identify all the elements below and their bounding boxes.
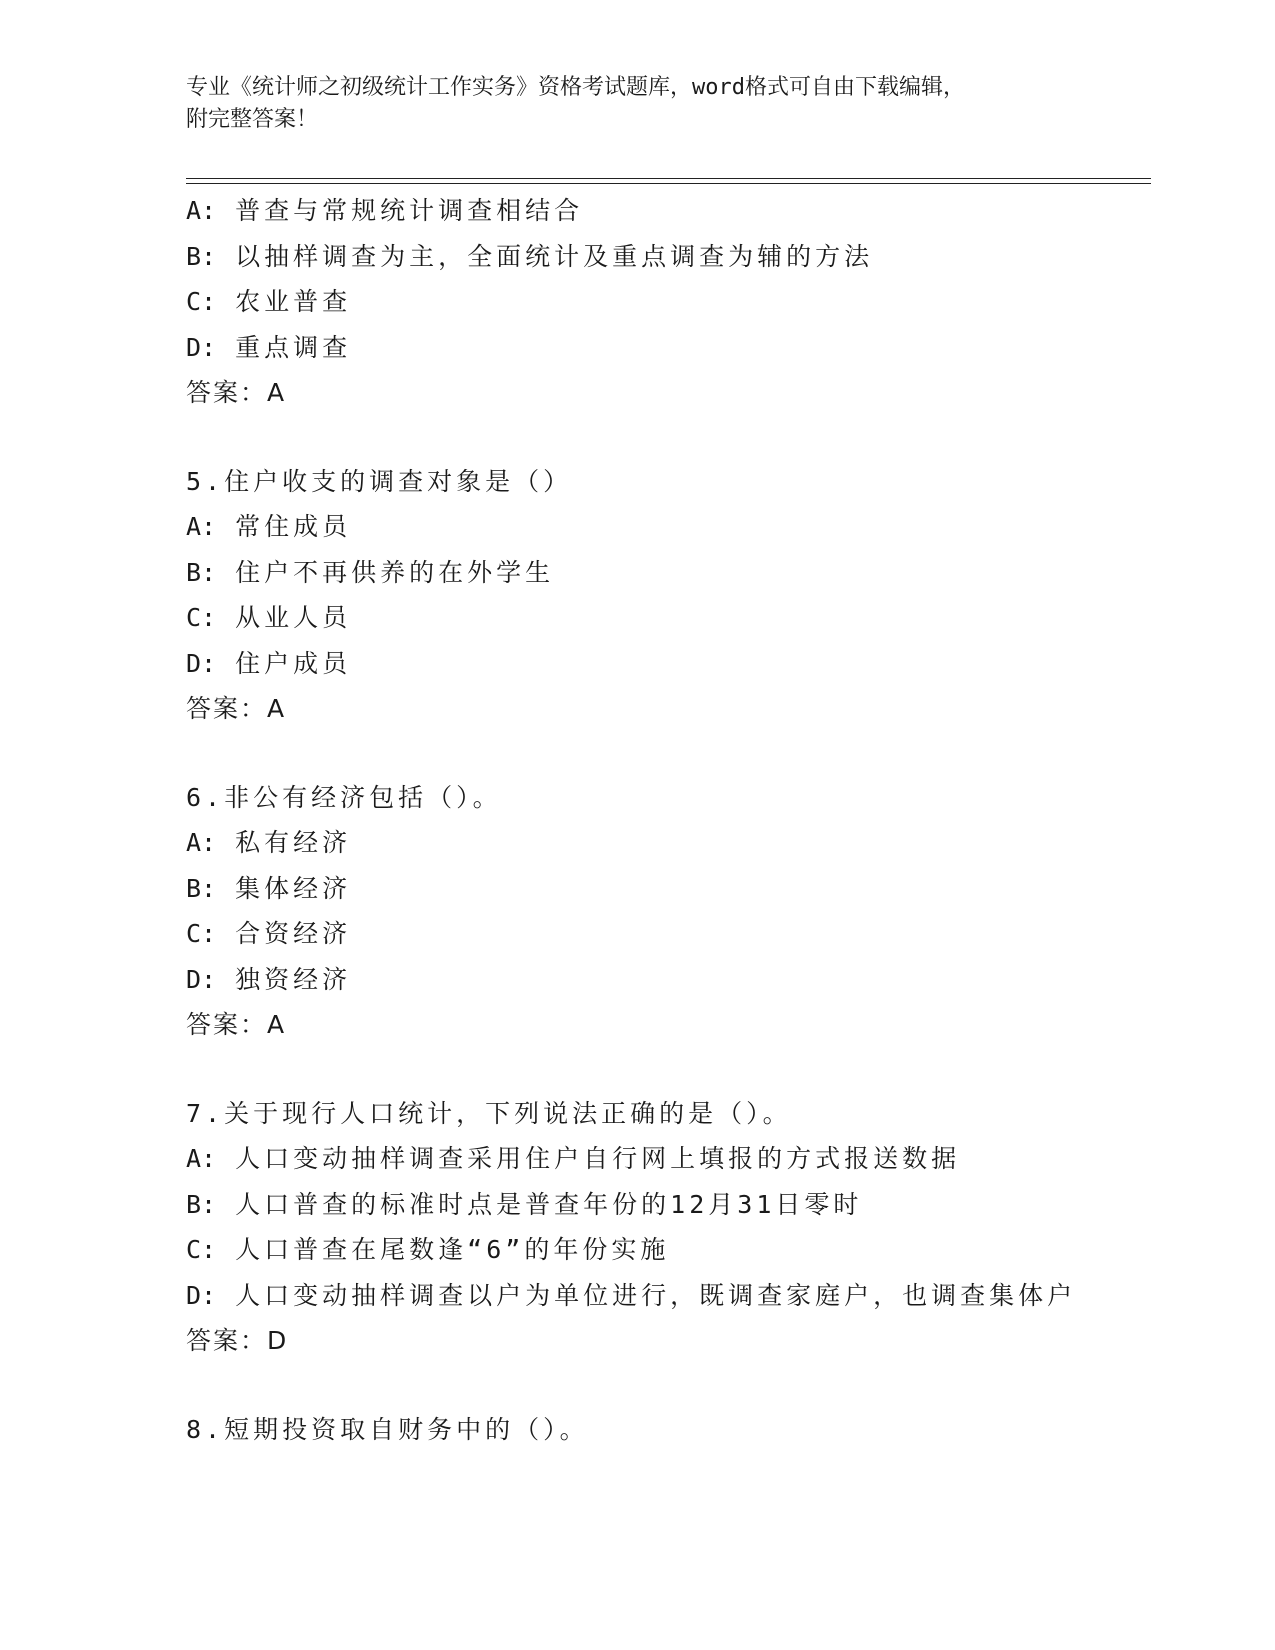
header-divider	[186, 178, 1151, 184]
question-6	[186, 775, 1146, 1048]
document-header	[186, 72, 1066, 136]
answer-value: A	[267, 1010, 287, 1039]
question-7	[186, 1091, 1146, 1364]
question-8	[186, 1407, 1146, 1453]
option-a: A: 私有经济	[186, 828, 352, 857]
answer-line: 答案：A	[186, 694, 287, 723]
option-d: D: 住户成员	[186, 648, 352, 678]
option-c: C: 合资经济	[186, 919, 352, 948]
answer-value: A	[267, 694, 287, 723]
option-b: B: 集体经济	[186, 873, 352, 903]
question-5	[186, 459, 1146, 732]
answer-line: 答案：D	[186, 1326, 289, 1355]
option-b: B: 以抽样调查为主，全面统计及重点调查为辅的方法	[186, 241, 874, 271]
option-d: D: 重点调查	[186, 332, 352, 362]
header-line-1: 专业《统计师之初级统计工作实务》资格考试题库，word格式可自由下载编辑，	[186, 75, 965, 100]
answer-value: D	[267, 1326, 289, 1355]
answer-line: 答案：A	[186, 1010, 287, 1039]
question-title: 5.住户收支的调查对象是（）	[186, 466, 573, 496]
question-title: 6.非公有经济包括（）。	[186, 782, 502, 812]
option-c: C: 人口普查在尾数逢“6”的年份实施	[186, 1235, 670, 1264]
option-b: B: 人口普查的标准时点是普查年份的12月31日零时	[186, 1189, 863, 1219]
question-list	[186, 188, 1146, 1452]
option-d: D: 人口变动抽样调查以户为单位进行，既调查家庭户，也调查集体户	[186, 1280, 1077, 1310]
option-c: C: 农业普查	[186, 287, 352, 316]
option-a: A: 人口变动抽样调查采用住户自行网上填报的方式报送数据	[186, 1144, 961, 1173]
question-title: 8.短期投资取自财务中的（）。	[186, 1414, 589, 1444]
answer-value: A	[267, 378, 287, 407]
question-title: 7.关于现行人口统计，下列说法正确的是（）。	[186, 1098, 792, 1128]
answer-line: 答案：A	[186, 378, 287, 407]
question-4	[186, 188, 1146, 416]
option-c: C: 从业人员	[186, 603, 352, 632]
option-a: A: 普查与常规统计调查相结合	[186, 196, 584, 225]
option-d: D: 独资经济	[186, 964, 352, 994]
option-b: B: 住户不再供养的在外学生	[186, 557, 555, 587]
option-a: A: 常住成员	[186, 512, 352, 541]
header-line-2: 附完整答案！	[186, 107, 319, 132]
